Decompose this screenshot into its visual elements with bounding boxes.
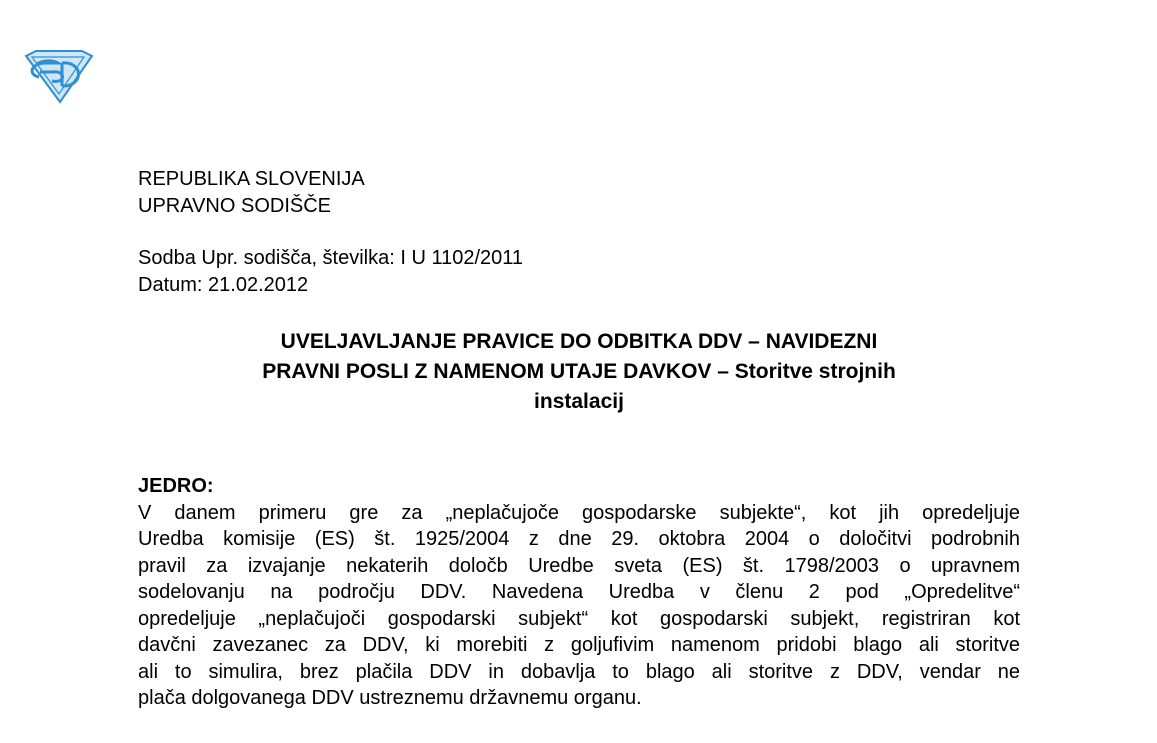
core-line: V danem primeru gre za „neplačujoče gospodarske subjekte“, kot jih opredeljuje (138, 501, 1020, 524)
title-line: instalacij (534, 390, 624, 413)
publisher-logo-icon (22, 48, 96, 104)
title-line: UVELJAVLJANJE PRAVICE DO ODBITKA DDV – NAVIDEZNI (280, 330, 878, 353)
document-title (138, 327, 1020, 417)
core-line: sodelovanju na področju DDV. Navedena Uredba v členu 2 pod „Opredelitve“ (138, 581, 1020, 603)
judgment-date: Datum: 21.02.2012 (138, 274, 309, 296)
core-section (138, 473, 1020, 712)
core-line: Uredba komisije (ES) št. 1925/2004 z dne 29. oktobra 2004 o določitvi podrobnih (138, 528, 1020, 550)
core-line: pravil za izvajanje nekaterih določb Uredbe sveta (ES) št. 1798/2003 o upravnem (138, 554, 1020, 577)
core-line: opredeljuje „neplačujoči gospodarski subjekt“ kot gospodarski subjekt, registriran kot (138, 607, 1020, 630)
document-header (138, 166, 365, 220)
core-line: davčni zavezanec za DDV, ki morebiti z goljufivim namenom pridobi blago ali storitve (138, 634, 1020, 656)
core-line: plača dolgovanega DDV ustreznemu državnemu organu. (138, 687, 642, 709)
judgment-metadata (138, 245, 523, 299)
core-heading: JEDRO: (138, 475, 214, 497)
court-name: UPRAVNO SODIŠČE (138, 195, 331, 217)
country-name: REPUBLIKA SLOVENIJA (138, 168, 365, 190)
title-line: PRAVNI POSLI Z NAMENOM UTAJE DAVKOV – Storitve strojnih (262, 360, 896, 383)
core-line: ali to simulira, brez plačila DDV in dobavlja to blago ali storitve z DDV, vendar ne (138, 660, 1020, 683)
case-number: Sodba Upr. sodišča, številka: I U 1102/2011 (138, 247, 524, 269)
core-body (138, 500, 1020, 712)
